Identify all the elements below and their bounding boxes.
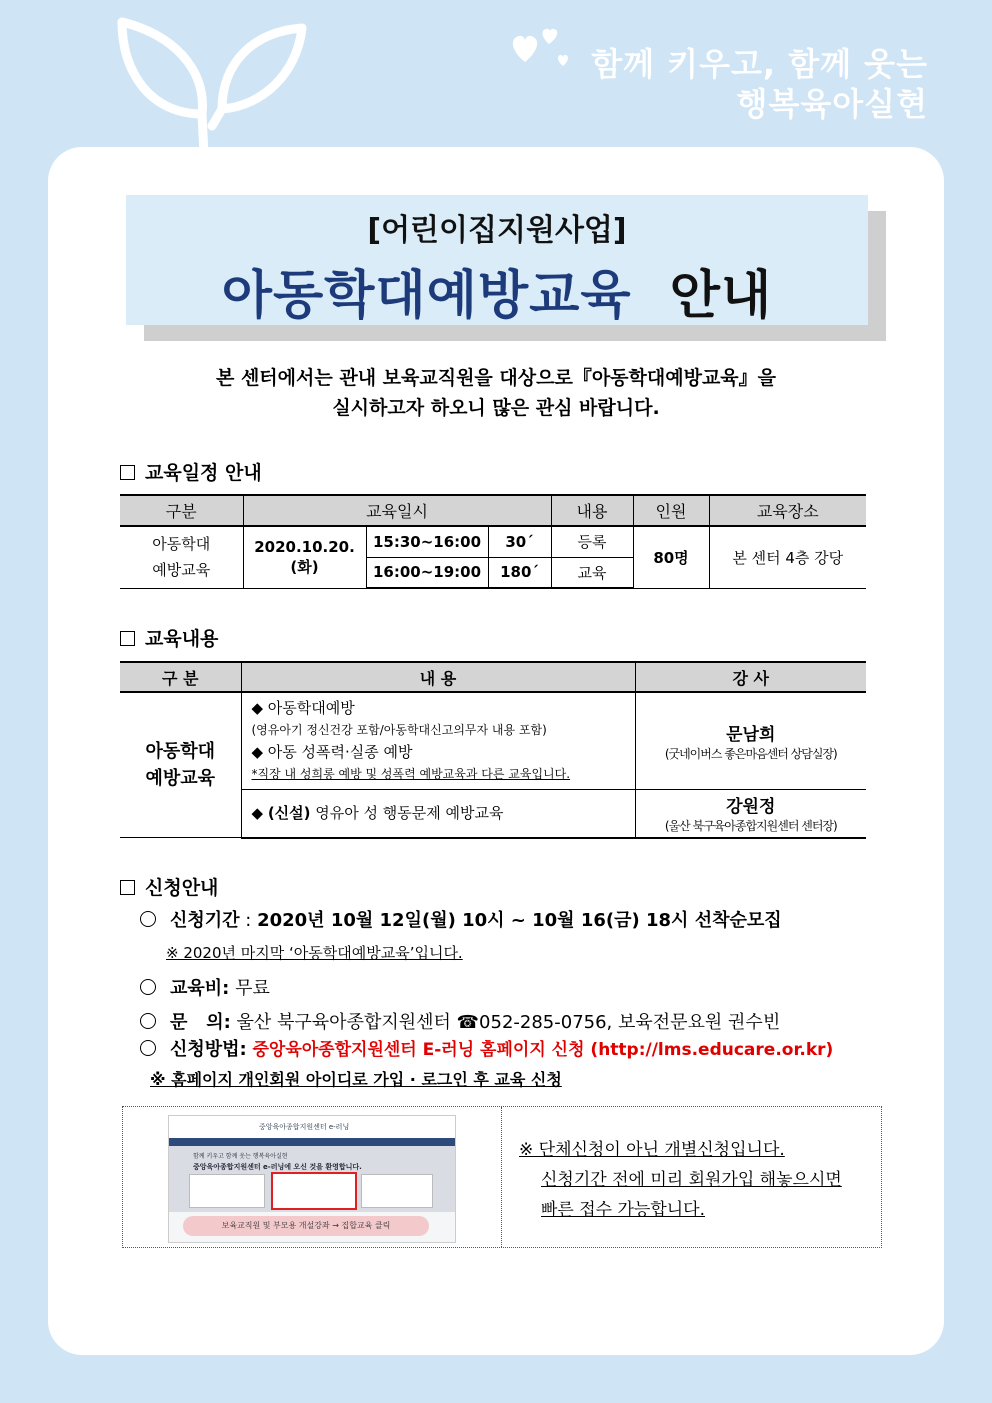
contents-heading	[120, 624, 218, 651]
intro-line2: 실시하고자 하오니 많은 관심 바랍니다.	[332, 397, 660, 419]
apply-contact-label: 문 의:	[170, 1012, 231, 1033]
apply-method-note: ※ 홈페이지 개인회원 아이디로 가입 · 로그인 후 교육 신청	[150, 1070, 562, 1089]
page-title	[126, 253, 868, 328]
header-datetime: 교육일시	[243, 495, 551, 526]
apply-fee	[140, 974, 270, 1000]
checkbox-icon	[120, 465, 135, 480]
note-line3: 빠른 접수 가능합니다.	[541, 1200, 706, 1220]
apply-fee-label: 교육비:	[170, 978, 230, 999]
title-main-dark: 안내	[669, 266, 773, 326]
apply-method-label: 신청방법:	[170, 1039, 247, 1060]
slogan-line1: 함께 키우고, 함께 웃는	[591, 45, 928, 83]
schedule-duration: 180´	[488, 557, 551, 588]
info-box	[122, 1106, 882, 1248]
table-row	[120, 692, 866, 790]
apply-period-label: 신청기간	[170, 910, 240, 931]
category-line2: 예방교육	[145, 768, 216, 789]
circle-bullet-icon	[140, 979, 156, 995]
screenshot-menu-card	[361, 1174, 433, 1208]
header-category: 구 분	[120, 662, 241, 692]
header-place: 교육장소	[709, 495, 866, 526]
item-sexual-violence-prevention: ◆ 아동 성폭력·실종 예방	[251, 743, 413, 761]
item-abuse-prevention-note: (영유아기 정신건강 포함/아동학대신고의무자 내용 포함)	[251, 723, 547, 737]
instructor-name: 강원정	[726, 797, 776, 818]
schedule-table	[120, 494, 866, 589]
schedule-content: 등록	[551, 526, 633, 557]
contents-item-new	[241, 790, 635, 838]
item-abuse-prevention: ◆ 아동학대예방	[251, 699, 355, 717]
apply-heading	[120, 873, 218, 900]
header-people: 인원	[633, 495, 709, 526]
website-screenshot	[168, 1115, 456, 1243]
apply-period: 신청기간 : 2020년 10월 12일(월) 10시 ~ 10월 16(금) 18시 선착순모집	[140, 906, 782, 932]
screenshot-menu-card-highlight	[271, 1172, 357, 1210]
title-sub: [어린이집지원사업]	[367, 213, 627, 248]
item-sexual-behavior: 영유아 성 행동문제 예방교육	[310, 804, 504, 823]
apply-period-note: ※ 2020년 마지막 ‘아동학대예방교육’입니다.	[166, 944, 463, 962]
apply-fee-value: 무료	[235, 978, 270, 999]
schedule-date: 2020.10.20.(화)	[243, 526, 366, 588]
header-category: 구분	[120, 495, 243, 526]
title-main-blue: 아동학대예방교육	[221, 266, 632, 326]
category-line2: 예방교육	[152, 561, 211, 580]
schedule-time: 16:00~19:00	[366, 557, 488, 588]
circle-bullet-icon	[140, 1013, 156, 1029]
intro-text	[120, 363, 872, 423]
checkbox-icon	[120, 880, 135, 895]
apply-contact	[140, 1008, 780, 1034]
checkbox-icon	[120, 631, 135, 646]
apply-contact-value: 울산 북구육아종합지원센터 ☎052-285-0756, 보육전문요원 권수빈	[236, 1012, 781, 1033]
slogan-line2: 행복육아실현	[736, 85, 928, 123]
table-row	[120, 526, 866, 557]
category-line1: 아동학대	[152, 535, 211, 554]
instructor-1	[635, 692, 866, 790]
table-header-row	[120, 495, 866, 526]
apply-period-value: 2020년 10월 12일(월) 10시 ~ 10월 16(금) 18시 선착순모집	[257, 910, 782, 931]
notes	[519, 1135, 842, 1225]
apply-method	[140, 1035, 833, 1061]
title-box	[126, 195, 868, 325]
circle-bullet-icon	[140, 911, 156, 927]
item-sexual-violence-note: *직장 내 성희롱 예방 및 성폭력 예방교육과 다른 교육입니다.	[251, 767, 571, 781]
screenshot-site-title: 중앙육아종합지원센터 e-러닝	[169, 1116, 455, 1138]
screenshot-menu	[189, 1174, 429, 1208]
apply-heading-label: 신청안내	[145, 877, 219, 899]
category-line1: 아동학대	[145, 741, 216, 762]
instructor-name: 문남희	[726, 725, 776, 745]
schedule-heading	[120, 458, 262, 485]
info-box-divider	[501, 1107, 502, 1247]
schedule-time: 15:30~16:00	[366, 526, 488, 557]
intro-line1: 본 센터에서는 관내 보육교직원을 대상으로『아동학대예방교육』을	[215, 367, 777, 389]
contents-items	[241, 692, 635, 790]
slogan	[591, 44, 928, 124]
instructor-org: (울산 북구육아종합지원센터 센터장)	[664, 819, 837, 834]
table-header-row	[120, 662, 866, 692]
schedule-content: 교육	[551, 557, 633, 588]
circle-bullet-icon	[140, 1040, 156, 1056]
schedule-duration: 30´	[488, 526, 551, 557]
screenshot-banner-line2: 중앙육아종합지원센터 e-러닝에 오신 것을 환영합니다.	[193, 1163, 362, 1171]
screenshot-navbar	[169, 1138, 455, 1146]
hearts-icon	[505, 22, 575, 72]
leaf-decoration-icon	[112, 14, 312, 154]
header-instructor: 강 사	[635, 662, 866, 692]
note-line2: 신청기간 전에 미리 회원가입 해놓으시면	[541, 1170, 842, 1190]
contents-category	[120, 692, 241, 838]
item-new-badge: (신설)	[267, 804, 311, 823]
screenshot-banner-line1: 함께 키우고 함께 웃는 행복육아실현	[193, 1153, 288, 1160]
note-line1: ※ 단체신청이 아닌 개별신청입니다.	[519, 1140, 785, 1160]
screenshot-menu-card	[189, 1174, 265, 1208]
header-content: 내용	[551, 495, 633, 526]
schedule-people: 80명	[633, 526, 709, 588]
instructor-2	[635, 790, 866, 838]
item-bullet: ◆	[251, 804, 268, 823]
instructor-org: (굿네이버스 좋은마음센터 상담실장)	[664, 747, 837, 761]
apply-method-link[interactable]: 중앙육아종합지원센터 E-러닝 홈페이지 신청 (http://lms.educare.or.kr)	[252, 1040, 834, 1060]
header-content: 내 용	[241, 662, 635, 692]
schedule-category	[120, 526, 243, 588]
schedule-place: 본 센터 4층 강당	[709, 526, 866, 588]
schedule-heading-label: 교육일정 안내	[145, 462, 262, 484]
contents-heading-label: 교육내용	[145, 628, 219, 650]
screenshot-caption: 보육교직원 및 부모용 개설강좌 → 집합교육 클릭	[183, 1216, 429, 1236]
contents-table	[120, 661, 866, 839]
